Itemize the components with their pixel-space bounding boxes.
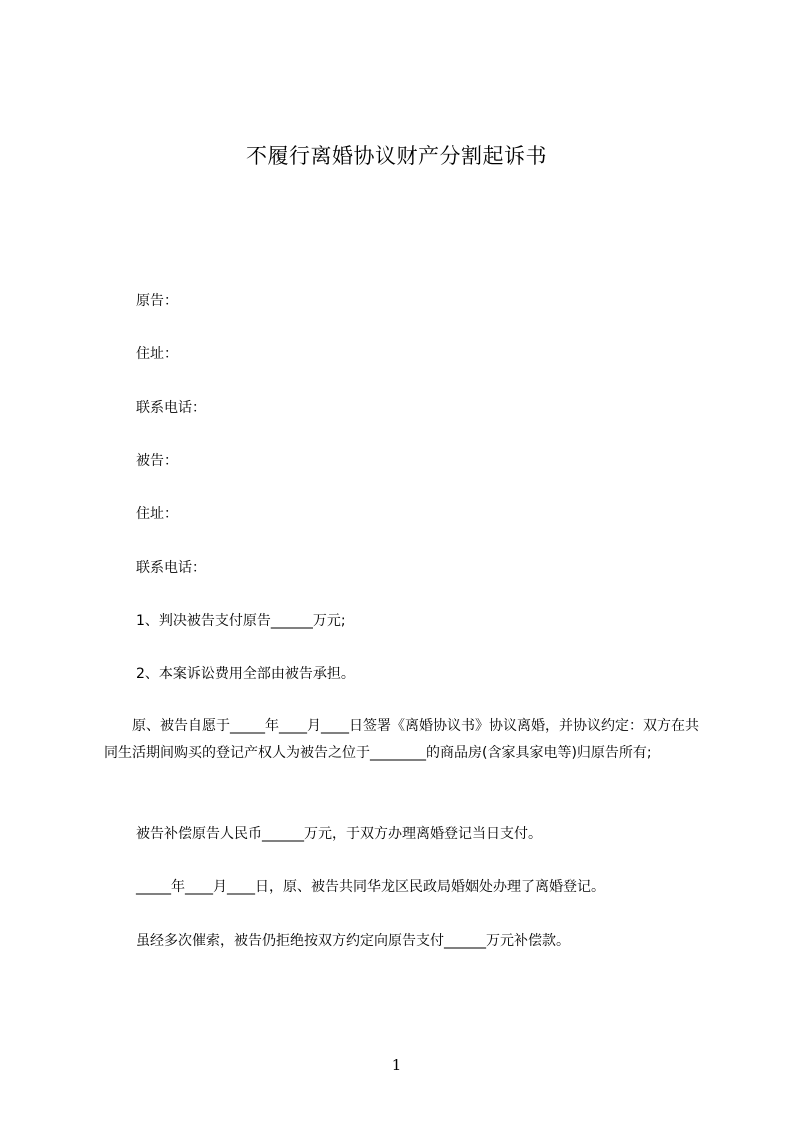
- plaintiff-address-label: 住址：: [136, 346, 178, 362]
- fact-paragraph: _____年____月____日，原、被告共同华龙区民政局婚姻处办理了离婚登记。: [136, 879, 605, 895]
- defendant-address-label: 住址：: [136, 506, 178, 522]
- claim-item: 1、判决被告支付原告______万元;: [136, 613, 346, 629]
- defendant-phone-label: 联系电话：: [136, 560, 206, 576]
- defendant-label: 被告：: [136, 453, 178, 469]
- fact-paragraph: 原、被告自愿于_____年____月____日签署《离婚协议书》协议离婚，并协议约定：双方在共同生活期间购买的登记产权人为被告之位于________的商品房(含家具家电等)归原告所有;: [104, 718, 699, 761]
- page-number: 1: [391, 1056, 402, 1074]
- claim-item: 2、本案诉讼费用全部由被告承担。: [136, 666, 355, 682]
- fact-paragraph: 虽经多次催索，被告仍拒绝按双方约定向原告支付______万元补偿款。: [136, 933, 570, 949]
- plaintiff-phone-label: 联系电话：: [136, 400, 206, 416]
- fact-paragraph: 被告补偿原告人民币______万元，于双方办理离婚登记当日支付。: [136, 826, 542, 842]
- plaintiff-label: 原告：: [136, 293, 178, 309]
- document-title: 不履行离婚协议财产分割起诉书: [246, 144, 547, 168]
